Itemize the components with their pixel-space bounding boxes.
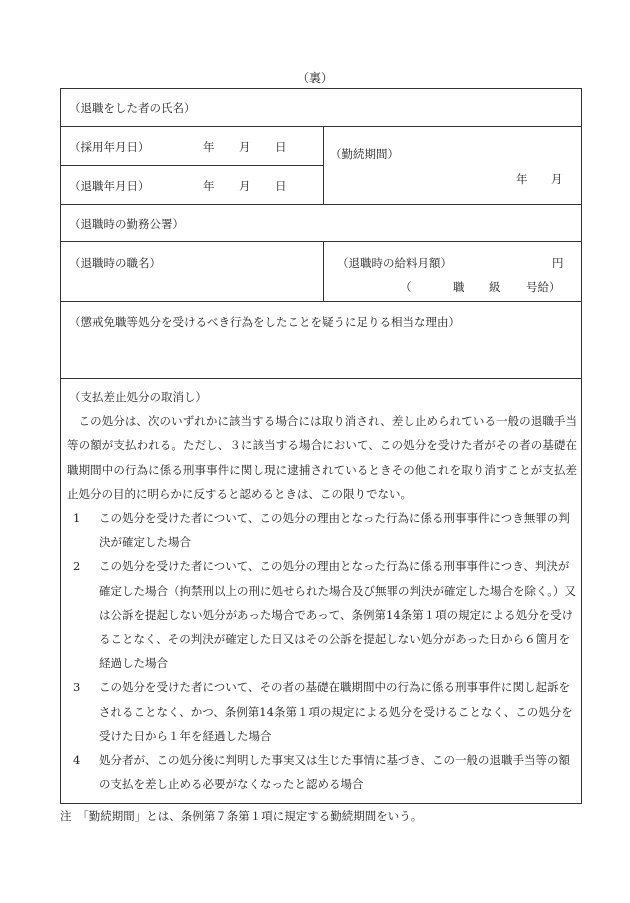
name-label: （退職をした者の氏名） <box>69 101 196 115</box>
item-text: この処分を受けた者について、この処分の理由となった行為に係る刑事事件につき無罪の判決が確定した場合 <box>99 511 570 550</box>
service-year-unit: 年 <box>516 172 528 186</box>
hire-month-unit: 月 <box>239 140 251 154</box>
salary-label: （退職時の給料月額） <box>337 256 452 270</box>
grade-open-paren: （ <box>400 280 412 294</box>
row-divider <box>61 126 581 127</box>
item-text: この処分を受けた者について、その者の基礎在職期間中の行為に係る刑事事件に関し起訴をされることなく、かつ、条例第14条第１項の規定による処分を受けることなく、この処分を受けた日から１年を経過した場合 <box>99 680 573 743</box>
item-number: 3 <box>73 680 81 695</box>
cancellation-section <box>67 385 577 796</box>
row-divider <box>61 378 581 379</box>
hire-year-unit: 年 <box>203 140 215 154</box>
column-divider <box>323 126 324 204</box>
gokyu-unit: 号給） <box>526 280 561 294</box>
row-divider <box>61 204 581 205</box>
retire-date-label: （退職年月日） <box>69 179 150 193</box>
retire-year-unit: 年 <box>203 179 215 193</box>
item-text: この処分を受けた者について、この処分の理由となった行為に係る刑事事件につき、判決が確定した場合（拘禁刑以上の刑に処せられた場合及び無罪の判決が確定した場合を除く。）又は公訴を提起しない処分があった場合であって、条例第14条第１項の規定による処分を受けることなく、その判決が確定した日又はその公訴を提起しない処分があった日から６箇月を経過した場合 <box>99 559 577 671</box>
retire-month-unit: 月 <box>239 179 251 193</box>
shoku-unit: 職 <box>453 280 465 294</box>
column-divider <box>323 241 324 301</box>
item-number: 1 <box>73 511 81 526</box>
hire-date-label: （採用年月日） <box>69 140 150 154</box>
item-number: 4 <box>73 753 81 768</box>
list-item <box>67 748 577 796</box>
service-month-unit: 月 <box>551 172 563 186</box>
item-text: 処分者が、この処分後に判明した事実又は生じた事情に基づき、この一般の退職手当等の額の支払を差し止める必要がなくなったと認める場合 <box>99 753 571 792</box>
row-divider <box>61 165 323 166</box>
list-item <box>67 554 577 675</box>
retire-day-unit: 日 <box>275 179 287 193</box>
cancellation-body: この処分は、次のいずれかに該当する場合には取り消され、差し止められている一般の退職手当等の額が支払われる。ただし、３に該当する場合において、この処分を受けた者がその者の基礎在職期間中の行為に係る刑事事件に関し現に逮捕されているときその他これを取り消すことが支払差止処分の目的に明らかに反すると認めるときは、この限りでない。 <box>67 414 577 501</box>
office-label: （退職時の勤務公署） <box>69 217 184 231</box>
service-period-label: （勤続期間） <box>330 147 399 161</box>
hire-day-unit: 日 <box>275 140 287 154</box>
row-divider <box>61 301 581 302</box>
position-label: （退職時の職名） <box>69 256 161 270</box>
list-item <box>67 675 577 748</box>
item-number: 2 <box>73 559 81 574</box>
row-divider <box>61 241 581 242</box>
cancellation-heading: （支払差止処分の取消し） <box>69 390 207 404</box>
yen-unit: 円 <box>552 256 564 270</box>
kyu-unit: 級 <box>489 280 501 294</box>
footnote: 注 「勤続期間」とは、条例第７条第１項に規定する勤続期間をいう。 <box>60 809 423 823</box>
retirement-allowance-form <box>60 88 582 804</box>
page-side-label: （裏） <box>296 71 333 85</box>
list-item <box>67 506 577 554</box>
reason-label: （懲戒免職等処分を受けるべき行為をしたことを疑うに足りる相当な理由） <box>69 315 460 329</box>
